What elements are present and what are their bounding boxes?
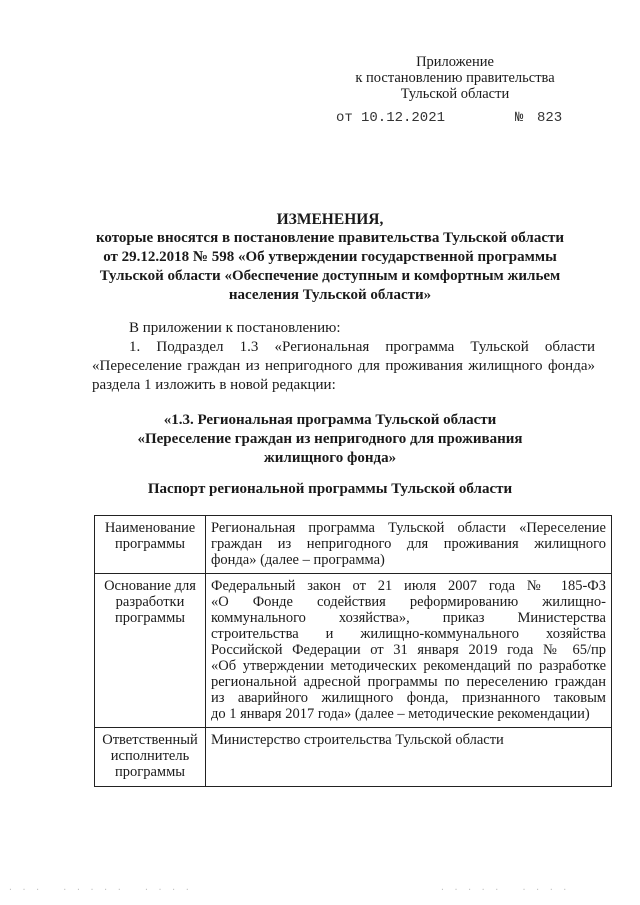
table-row [95,516,612,574]
appendix-line-3: Тульской области [400,86,510,102]
row-label-line: разработки [115,594,185,610]
decree-date: 10.12.2021 [361,110,446,126]
row-value-line: из аварийного жилищного фонда, признанного таковым [211,690,606,706]
row-value-line: Министерство строительства Тульской области [211,732,504,748]
row-label-line: программы [115,764,185,780]
decree-number-label: № [515,110,524,126]
row-label-line: Ответственный [102,732,198,748]
subsection-line-1: «1.3. Региональная программа Тульской области [163,412,497,428]
row-label-cell [95,516,206,574]
title-heading: ИЗМЕНЕНИЯ, [276,211,384,228]
row-label-cell [95,574,206,728]
title-line-4: населения Тульской области» [228,287,432,303]
row-value-line: граждан из непригодного для проживания жилищного [211,536,606,552]
document-title [60,210,600,305]
row-value-line: до 1 января 2017 года» (далее – методические рекомендации) [211,706,590,722]
row-label-line: Основание для [104,578,196,594]
appendix-line-1: Приложение [416,54,494,70]
body-intro: В приложении к постановлению: [129,320,341,336]
row-label-line: Наименование [104,520,196,536]
title-line-1: которые вносятся в постановление правительства Тульской области [95,230,565,246]
passport-table [94,515,612,787]
row-value-line: «О Фонде содействия реформированию жилищно- [211,594,606,610]
item-1-line-3: раздела 1 изложить в новой редакции: [92,377,336,393]
row-label-line: исполнитель [110,748,190,764]
appendix-line-2: к постановлению правительства [355,70,555,86]
row-label-line: программы [115,610,185,626]
subsection-title [100,411,560,468]
title-line-3: Тульской области «Обеспечение доступным и комфортным жильем [99,268,561,284]
row-value-line: региональной адресной программы по переселению граждан [211,674,606,690]
decree-number: 823 [537,110,563,126]
table-row [95,728,612,787]
scan-artifact: . . . . . . . . . . . . [8,884,192,893]
row-value-line: строительства и жилищно-коммунального хозяйства [211,626,606,642]
decree-from-label: от [336,110,353,126]
appendix-header [300,54,610,102]
subsection-line-2: «Переселение граждан из непригодного для проживания [137,431,523,447]
row-value-line: «Об утверждении методических рекомендаций по разработке [211,658,606,674]
scan-artifact: . . . . . . . . . [440,884,570,893]
row-value-line: Российской Федерации от 31 января 2019 года № 65/пр [211,642,606,658]
row-value-line: Региональная программа Тульской области «Переселение [211,520,606,536]
row-value-cell [206,574,612,728]
subsection-line-3: жилищного фонда» [263,450,397,466]
title-line-2: от 29.12.2018 № 598 «Об утверждении государственной программы [103,249,557,265]
passport-title: Паспорт региональной программы Тульской области [147,481,513,497]
row-value-line: Федеральный закон от 21 июля 2007 года № 185-ФЗ [211,578,606,594]
row-label-cell [95,728,206,787]
row-value-line: фонда» (далее – программа) [211,552,385,568]
row-label-line: программы [115,536,185,552]
row-value-cell [206,728,612,787]
row-value-cell [206,516,612,574]
item-1-line-1: 1. Подраздел 1.3 «Региональная программа Тульской области [129,339,595,355]
row-value-line: коммунального хозяйства», приказ Министерства [211,610,606,626]
table-row [95,574,612,728]
item-1-line-2: «Переселение граждан из непригодного для проживания жилищного фонда» [92,358,595,374]
